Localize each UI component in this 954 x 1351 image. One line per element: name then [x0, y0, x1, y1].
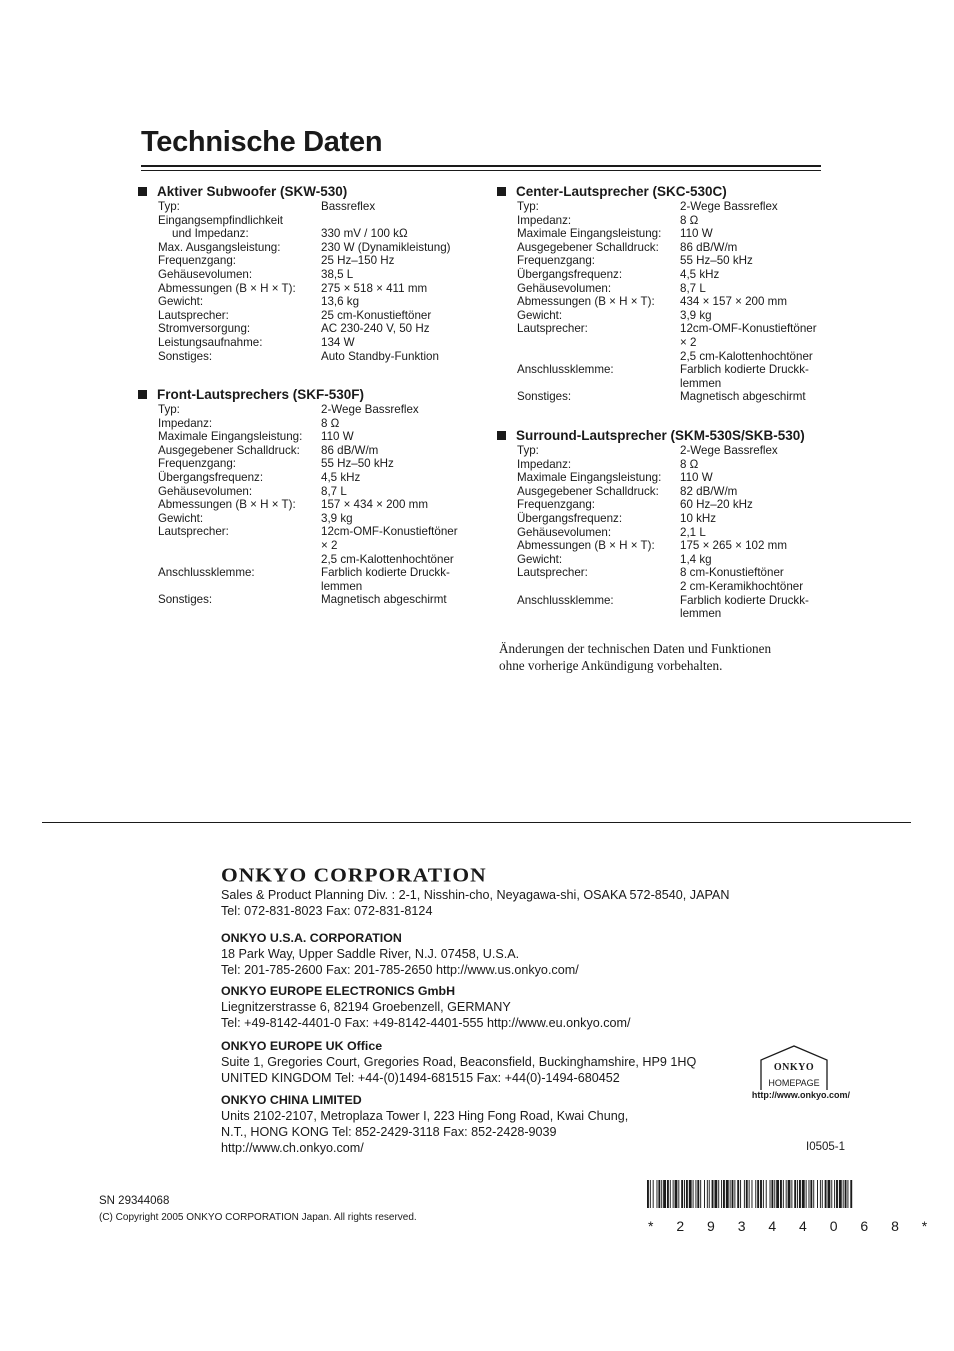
spec-label: Abmessungen (B × H × T):: [517, 295, 655, 309]
spec-row: [517, 350, 817, 364]
spec-row: [158, 350, 451, 364]
spec-value: 8 Ω: [680, 457, 699, 471]
spec-row: [517, 444, 809, 458]
spec-label: Anschlussklemme:: [517, 363, 614, 377]
spec-row: [517, 200, 817, 214]
section-heading: Surround-Lautsprecher (SKM-530S/SKB-530): [516, 428, 805, 443]
spec-value: × 2: [680, 335, 697, 349]
spec-label: Gewicht:: [158, 295, 204, 309]
spec-label: [517, 580, 680, 594]
spec-value: 110 W: [680, 471, 713, 485]
spec-row: [158, 403, 458, 417]
spec-value: 55 Hz–50 kHz: [321, 457, 394, 471]
spec-row: [158, 322, 451, 336]
homepage-url: http://www.onkyo.com/: [751, 1090, 850, 1100]
spec-value: 3,9 kg: [680, 308, 712, 322]
bullet-square-icon: [138, 390, 147, 399]
spec-label: Sonstiges:: [158, 593, 213, 607]
spec-label: Ausgegebener Schalldruck:: [158, 443, 300, 457]
spec-row: [158, 295, 451, 309]
spec-value: 2,1 L: [680, 525, 706, 539]
spec-section-front: [158, 386, 458, 607]
spec-value: 55 Hz–50 kHz: [680, 254, 753, 268]
spec-row: [158, 282, 451, 296]
spec-label: Frequenzgang:: [517, 498, 595, 512]
spec-value: 8,7 L: [680, 281, 706, 295]
spec-label: Übergangsfrequenz:: [517, 267, 623, 281]
spec-row: [517, 485, 809, 499]
spec-label: Anschlussklemme:: [158, 566, 255, 580]
spec-label: Impedanz:: [517, 213, 572, 227]
spec-row: [158, 214, 451, 228]
spec-value: AC 230-240 V, 50 Hz: [321, 322, 430, 336]
spec-row: [517, 594, 809, 608]
spec-value: 8 Ω: [321, 416, 340, 430]
spec-value: lemmen: [680, 607, 722, 621]
spec-label: Stromversorgung:: [158, 322, 251, 336]
spec-value: 10 kHz: [680, 511, 717, 525]
spec-value: 110 W: [680, 227, 713, 241]
spec-label: Gehäusevolumen:: [158, 267, 253, 281]
spec-label: Gewicht:: [517, 308, 563, 322]
spec-value: 4,5 kHz: [680, 267, 720, 281]
spec-value: Magnetisch abgeschirmt: [321, 593, 447, 607]
spec-value: Farblich kodierte Druckk-: [680, 593, 809, 607]
spec-row: [517, 566, 809, 580]
bullet-square-icon: [138, 187, 147, 196]
spec-value: 25 Hz–150 Hz: [321, 254, 395, 268]
spec-label: Übergangsfrequenz:: [517, 511, 623, 525]
spec-value: 134 W: [321, 335, 355, 349]
page-title: Technische Daten: [141, 126, 383, 158]
spec-label: Lautsprecher:: [158, 525, 229, 539]
spec-row: [158, 566, 458, 580]
hq-address: Sales & Product Planning Div. : 2-1, Nisshin-cho, Neyagawa-shi, OSAKA 572-8540, JAPAN Tel: 072-831-8023 Fax: 072-831-8124: [221, 888, 730, 918]
spec-label: Lautsprecher:: [158, 308, 229, 322]
spec-label: [517, 336, 680, 350]
spec-row: [158, 498, 458, 512]
spec-label: Übergangsfrequenz:: [158, 470, 264, 484]
spec-section-center: [517, 183, 817, 404]
spec-row: [158, 200, 451, 214]
office-europe: ONKYO EUROPE ELECTRONICS GmbH Liegnitzerstrasse 6, 82194 Groebenzell, GERMANY Tel: +49-8142-4401-0 Fax: +49-8142-4401-555 http://www.eu.onkyo.com/: [221, 984, 631, 1030]
spec-row: [158, 430, 458, 444]
spec-value: 86 dB/W/m: [680, 240, 738, 254]
spec-section-surround: [517, 427, 809, 621]
spec-label: Max. Ausgangsleistung:: [158, 240, 281, 254]
spec-value: lemmen: [680, 376, 722, 390]
spec-label: und Impedanz:: [172, 227, 249, 241]
spec-value: 12cm-OMF-Konustieftöner: [680, 322, 817, 336]
spec-value: 8 Ω: [680, 213, 699, 227]
spec-value: 8 cm-Konustieftöner: [680, 566, 784, 580]
spec-row: [517, 471, 809, 485]
spec-value: 8,7 L: [321, 484, 347, 498]
bullet-square-icon: [497, 187, 506, 196]
spec-value: Bassreflex: [321, 200, 376, 213]
spec-value: lemmen: [321, 579, 363, 593]
spec-label: Sonstiges:: [517, 390, 572, 404]
spec-row: [517, 458, 809, 472]
spec-value: 38,5 L: [321, 267, 354, 281]
spec-label: Lautsprecher:: [517, 322, 588, 336]
spec-value: 1,4 kg: [680, 552, 712, 566]
spec-row: [158, 268, 451, 282]
spec-row: [517, 268, 817, 282]
spec-label: [517, 607, 680, 621]
spec-row: [517, 390, 817, 404]
spec-row: [517, 254, 817, 268]
spec-value: 2-Wege Bassreflex: [680, 200, 778, 213]
spec-row: [158, 227, 451, 241]
spec-row: [158, 593, 458, 607]
spec-label: Impedanz:: [517, 457, 572, 471]
spec-label: Typ:: [517, 444, 539, 457]
document-code: I0505-1: [806, 1141, 846, 1153]
spec-row: [517, 309, 817, 323]
section-heading: Aktiver Subwoofer (SKW-530): [157, 184, 348, 199]
spec-row: [517, 336, 817, 350]
spec-label: Gewicht:: [158, 511, 204, 525]
spec-row: [517, 539, 809, 553]
homepage-badge: ONKYO HOMEPAGE http://www.onkyo.com/: [738, 1045, 858, 1105]
spec-row: [158, 525, 458, 539]
spec-label: Sonstiges:: [158, 349, 213, 363]
bullet-square-icon: [497, 431, 506, 440]
office-china: ONKYO CHINA LIMITED Units 2102-2107, Metroplaza Tower I, 223 Hing Fong Road, Kwai Chung, N.T., HONG KONG Tel: 852-2429-3118 Fax: 852-2428-9039 http://www.ch.onkyo.com/: [221, 1093, 629, 1155]
spec-value: Auto Standby-Funktion: [321, 349, 439, 363]
spec-value: 275 × 518 × 411 mm: [321, 281, 428, 295]
spec-row: [517, 295, 817, 309]
section-heading: Center-Lautsprecher (SKC-530C): [516, 184, 727, 199]
spec-value: 330 mV / 100 kΩ: [321, 227, 408, 241]
spec-label: Gehäusevolumen:: [517, 525, 612, 539]
change-notice: Änderungen der technischen Daten und Funktionen ohne vorherige Ankündigung vorbehalten.: [499, 641, 772, 673]
barcode-digits: * 2 9 3 4 4 0 6 8 *: [648, 1218, 937, 1234]
spec-label: [517, 350, 680, 364]
spec-row: [158, 309, 451, 323]
spec-label: Eingangsempfindlichkeit: [158, 213, 284, 227]
office-usa: ONKYO U.S.A. CORPORATION 18 Park Way, Upper Saddle River, N.J. 07458, U.S.A. Tel: 201-785-2600 Fax: 201-785-2650 http://www.us.onkyo.com/: [221, 931, 579, 977]
spec-label: Typ:: [158, 403, 180, 416]
spec-value: Farblich kodierte Druckk-: [680, 363, 809, 377]
spec-row: [517, 322, 817, 336]
spec-label: Abmessungen (B × H × T):: [158, 498, 296, 512]
spec-row: [517, 580, 809, 594]
spec-row: [517, 512, 809, 526]
spec-value: 110 W: [321, 430, 354, 444]
spec-value: 13,6 kg: [321, 295, 360, 309]
spec-row: [517, 214, 817, 228]
spec-value: 2,5 cm-Kalottenhochtöner: [680, 349, 813, 363]
copyright: (C) Copyright 2005 ONKYO CORPORATION Japan. All rights reserved.: [99, 1212, 417, 1223]
spec-row: [158, 553, 458, 567]
spec-value: 25 cm-Konustieftöner: [321, 308, 432, 322]
onkyo-corporation-logo: ONKYO CORPORATION: [221, 864, 487, 887]
spec-list: [517, 200, 817, 404]
spec-label: Frequenzgang:: [158, 457, 236, 471]
spec-value: 2,5 cm-Kalottenhochtöner: [321, 552, 454, 566]
spec-row: [158, 336, 451, 350]
spec-list: [517, 444, 809, 621]
spec-label: Ausgegebener Schalldruck:: [517, 484, 659, 498]
spec-value: 12cm-OMF-Konustieftöner: [321, 525, 458, 539]
spec-value: 86 dB/W/m: [321, 443, 379, 457]
spec-label: Frequenzgang:: [158, 254, 236, 268]
spec-label: Ausgegebener Schalldruck:: [517, 240, 659, 254]
spec-value: 4,5 kHz: [321, 470, 361, 484]
spec-list: [158, 200, 451, 363]
spec-section-subwoofer: [158, 183, 451, 363]
title-rule: [141, 165, 821, 167]
spec-row: [517, 553, 809, 567]
title-rule-thin: [141, 170, 821, 171]
spec-row: [158, 471, 458, 485]
spec-label: [158, 539, 321, 553]
spec-row: [158, 417, 458, 431]
spec-label: Gehäusevolumen:: [158, 484, 253, 498]
spec-value: 82 dB/W/m: [680, 484, 738, 498]
spec-label: [158, 580, 321, 594]
spec-label: [158, 553, 321, 567]
spec-row: [517, 241, 817, 255]
spec-row: [158, 241, 451, 255]
spec-label: Maximale Eingangsleistung:: [517, 227, 662, 241]
serial-number: SN 29344068: [99, 1195, 170, 1207]
spec-row: [158, 457, 458, 471]
office-uk: ONKYO EUROPE UK Office Suite 1, Gregories Court, Gregories Road, Beaconsfield, Buckinghamshire, HP9 1HQ UNITED KINGDOM Tel: +44-(0)1494-681515 Fax: +44(0)-1494-680452: [221, 1039, 697, 1085]
spec-row: [517, 526, 809, 540]
spec-label: Gewicht:: [517, 552, 563, 566]
spec-value: 2-Wege Bassreflex: [321, 403, 419, 416]
spec-label: [517, 377, 680, 391]
barcode: [647, 1180, 853, 1208]
spec-value: 175 × 265 × 102 mm: [680, 539, 787, 553]
spec-row: [158, 512, 458, 526]
spec-label: Frequenzgang:: [517, 254, 595, 268]
spec-value: 2 cm-Keramikhochtöner: [680, 579, 804, 593]
spec-row: [517, 498, 809, 512]
spec-row: [517, 363, 817, 377]
spec-value: 2-Wege Bassreflex: [680, 444, 778, 457]
spec-row: [158, 485, 458, 499]
spec-label: Gehäusevolumen:: [517, 281, 612, 295]
spec-label: Maximale Eingangsleistung:: [517, 471, 662, 485]
spec-value: 60 Hz–20 kHz: [680, 498, 753, 512]
spec-label: Typ:: [517, 200, 539, 213]
spec-label: Maximale Eingangsleistung:: [158, 430, 303, 444]
spec-value: 157 × 434 × 200 mm: [321, 498, 428, 512]
spec-label: Anschlussklemme:: [517, 593, 614, 607]
spec-row: [158, 580, 458, 594]
spec-value: 434 × 157 × 200 mm: [680, 295, 787, 309]
spec-value: 230 W (Dynamikleistung): [321, 240, 451, 254]
spec-row: [517, 607, 809, 621]
spec-row: [517, 377, 817, 391]
spec-row: [158, 539, 458, 553]
spec-label: Typ:: [158, 200, 180, 213]
spec-value: Farblich kodierte Druckk-: [321, 566, 450, 580]
spec-value: 3,9 kg: [321, 511, 353, 525]
spec-label: Leistungsaufnahme:: [158, 335, 263, 349]
spec-label: Abmessungen (B × H × T):: [158, 281, 296, 295]
spec-label: Lautsprecher:: [517, 566, 588, 580]
spec-row: [158, 254, 451, 268]
section-heading: Front-Lautsprechers (SKF-530F): [157, 387, 365, 402]
spec-label: Abmessungen (B × H × T):: [517, 539, 655, 553]
spec-list: [158, 403, 458, 607]
spec-label: Impedanz:: [158, 416, 213, 430]
spec-row: [517, 282, 817, 296]
footer-divider: [42, 822, 911, 823]
spec-value: × 2: [321, 538, 338, 552]
spec-row: [158, 444, 458, 458]
spec-value: Magnetisch abgeschirmt: [680, 390, 806, 404]
spec-row: [517, 227, 817, 241]
